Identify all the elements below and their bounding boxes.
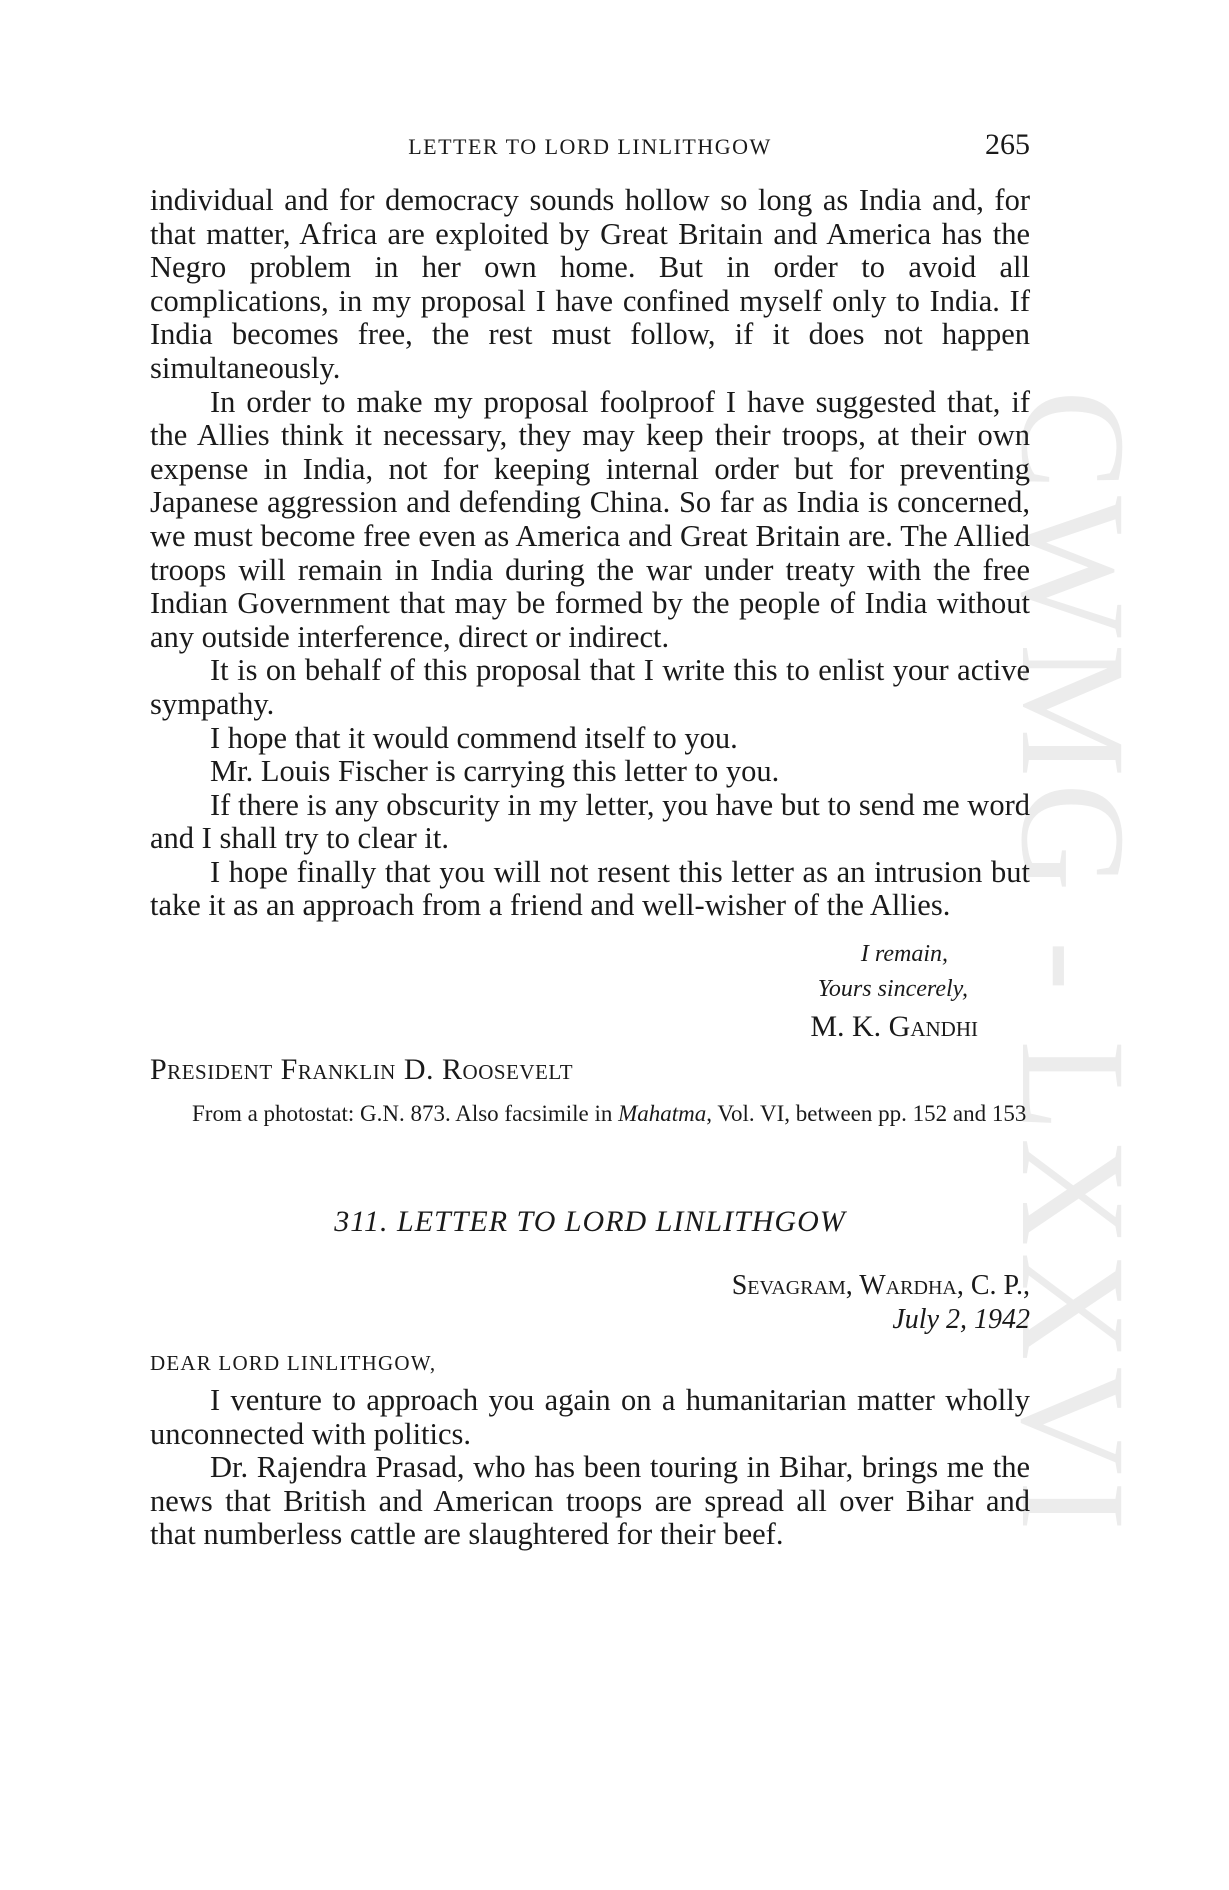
page bbox=[150, 128, 1030, 1552]
closing-remain: I remain, bbox=[860, 941, 948, 968]
letter2-body bbox=[150, 1384, 1030, 1552]
paragraph: It is on behalf of this proposal that I write this to enlist your active sympathy. bbox=[150, 653, 1030, 721]
paragraph: Dr. Rajendra Prasad, who has been touring in Bihar, brings me the news that British and American troops are spread all over Bihar and that numberless cattle are slaughtered for their beef. bbox=[150, 1450, 1030, 1552]
letter-place: Sevagram, Wardha, C. P., bbox=[731, 1270, 1030, 1302]
source-italic: Mahatma bbox=[618, 1101, 707, 1127]
watermark-text: CWMG - LXXVI bbox=[990, 390, 1156, 1537]
source-suffix: , Vol. VI, between pp. 152 and 153 bbox=[706, 1101, 1027, 1127]
paragraph: Mr. Louis Fischer is carrying this letter to you. bbox=[210, 754, 780, 789]
paragraph: individual and for democracy sounds hollow so long as India and, for that matter, Africa are exploited by Great Britain and America has the Negro problem in her own home. But in order to avoid all complications, in my proposal I have confined myself only to India. If India becomes free, the rest must follow, if it does not happen simultaneously. bbox=[150, 183, 1030, 385]
salutation: DEAR LORD LINLITHGOW, bbox=[150, 1351, 437, 1376]
closing-yours: Yours sincerely, bbox=[817, 976, 968, 1003]
section-heading: 311. LETTER TO LORD LINLITHGOW bbox=[334, 1205, 846, 1239]
addressee: President Franklin D. Roosevelt bbox=[150, 1053, 574, 1087]
closing bbox=[150, 937, 1030, 1047]
running-head-title: LETTER TO LORD LINLITHGOW bbox=[408, 134, 772, 159]
paragraph: If there is any obscurity in my letter, you have but to send me word and I shall try to clear it. bbox=[150, 787, 1030, 856]
signature: M. K. Gandhi bbox=[810, 1010, 978, 1044]
letter-date: July 2, 1942 bbox=[892, 1304, 1030, 1336]
source-prefix: From a photostat: G.N. 873. Also facsimile in bbox=[192, 1101, 619, 1127]
page-number: 265 bbox=[985, 128, 1030, 161]
running-head bbox=[150, 128, 1030, 168]
source-note bbox=[150, 1097, 1030, 1131]
paragraph: I venture to approach you again on a humanitarian matter wholly unconnected with politics. bbox=[150, 1383, 1030, 1451]
paragraph: I hope finally that you will not resent this letter as an intrusion but take it as an approach from a friend and well-wisher of the Allies. bbox=[150, 854, 1030, 923]
paragraph: In order to make my proposal foolproof I have suggested that, if the Allies think it necessary, they may keep their troops, at their own expense in India, not for keeping internal order but for preventing Japanese aggression and defending China. So far as India is concerned, we must become free even as America and Great Britain are. The Allied troops will remain in India during the war under treaty with the free Indian Government that may be formed by the people of India without any outside interference, direct or indirect. bbox=[150, 384, 1030, 654]
paragraph: I hope that it would commend itself to you. bbox=[210, 720, 738, 755]
letter-body bbox=[150, 184, 1030, 923]
